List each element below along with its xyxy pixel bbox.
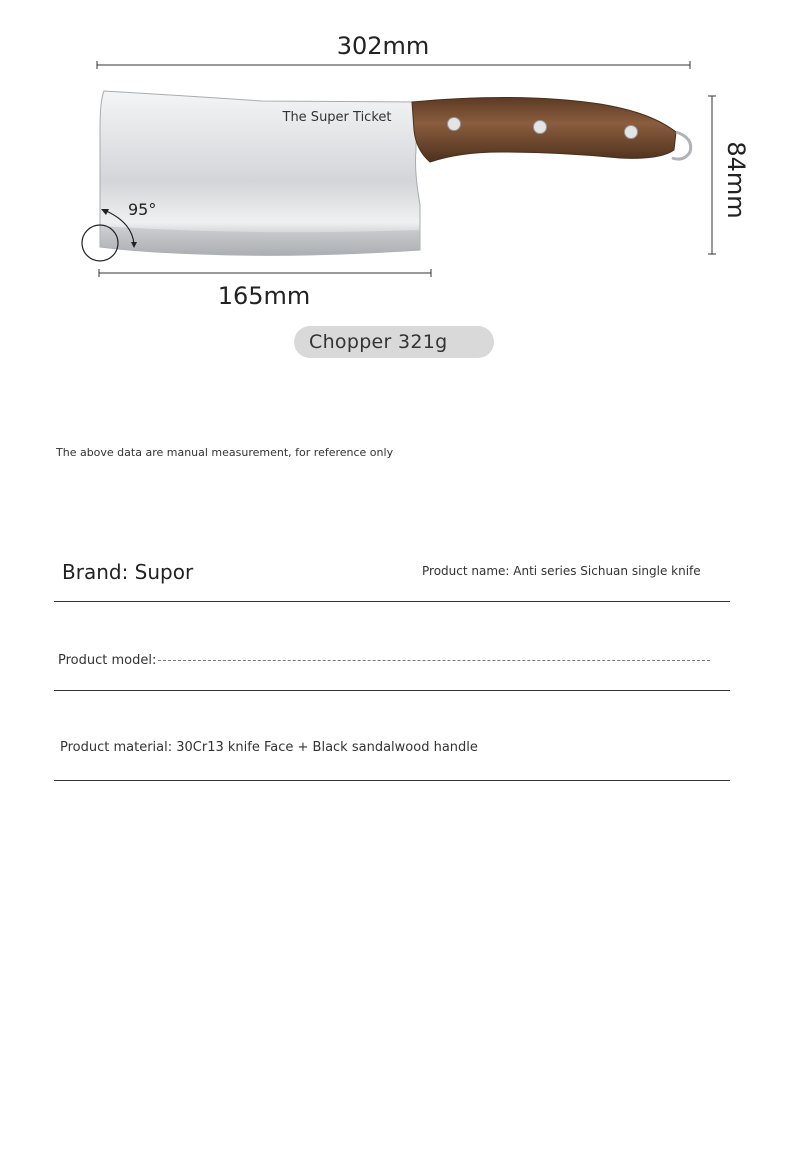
product-model-dashes bbox=[158, 660, 710, 661]
blade-brand-text: The Super Ticket bbox=[282, 110, 392, 125]
divider bbox=[54, 690, 730, 691]
length-label: 302mm bbox=[336, 32, 430, 60]
divider bbox=[54, 780, 730, 781]
brand-text: Brand: Supor bbox=[62, 560, 194, 584]
product-material-text: Product material: 30Cr13 knife Face + Black sandalwood handle bbox=[60, 740, 478, 755]
handle bbox=[412, 97, 691, 162]
weight-badge: Chopper 321g bbox=[294, 326, 494, 358]
blade-length-label: 165mm bbox=[217, 282, 311, 310]
rivet-icon bbox=[448, 118, 461, 131]
blade-length-dimension bbox=[99, 269, 431, 310]
rivet-icon bbox=[534, 121, 547, 134]
product-model-label: Product model: bbox=[58, 653, 157, 668]
height-label: 84mm bbox=[722, 141, 750, 219]
product-name-text: Product name: Anti series Sichuan single knife bbox=[422, 564, 701, 578]
height-dimension bbox=[708, 96, 750, 254]
measurement-note: The above data are manual measurement, for reference only bbox=[56, 446, 394, 459]
angle-label: 95° bbox=[128, 200, 157, 219]
length-dimension bbox=[97, 32, 690, 69]
divider bbox=[54, 601, 730, 602]
rivet-icon bbox=[625, 126, 638, 139]
